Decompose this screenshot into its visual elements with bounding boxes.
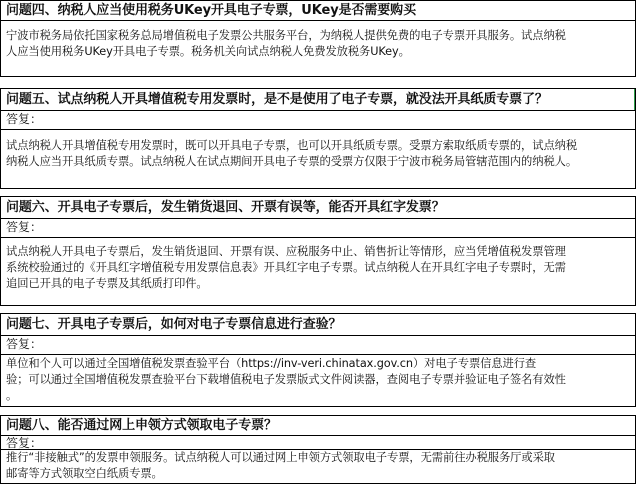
answer-row[interactable] xyxy=(0,219,636,238)
answer-line: 验；可以通过全国增值税发票查验平台下载增值税电子发票版式文件阅读器，查阅电子专票并验证电子签名有效性 xyxy=(6,373,566,386)
answer-line: 推行“非接触式”的发票申领服务。试点纳税人可以通过网上申领方式领取电子专票，无需前往办税服务厅或采取 xyxy=(6,451,555,464)
answer-line: 单位和个人可以通过全国增值税发票查验平台（https://inv-veri.chinatax.gov.cn）对电子专票信息进行查 xyxy=(6,357,537,370)
question-row[interactable] xyxy=(0,196,636,219)
question-row[interactable] xyxy=(0,0,636,21)
answer-label: 答复： xyxy=(6,436,43,450)
answer-line: 宁波市税务局依托国家税务总局增值税电子发票公共服务平台，为纳税人提供免费的电子专票开具服务。试点纳税 xyxy=(6,29,566,42)
answer-row[interactable] xyxy=(0,130,636,189)
answer-label: 答复： xyxy=(6,337,43,351)
answer-line: 试点纳税人开具电子专票后，发生销货退回、开票有误、应税服务中止、销售折让等情形，应当凭增值税发票管理 xyxy=(6,245,566,258)
cell-selection-marker xyxy=(634,89,636,111)
question-row[interactable] xyxy=(0,88,636,111)
question-row[interactable] xyxy=(0,415,636,436)
question-title: 问题六、开具电子专票后，发生销货退回、开票有误等，能否开具红字发票？ xyxy=(6,200,445,215)
answer-line: 纳税人应当开具纸质专票。试点纳税人在试点期间开具电子专票的受票方仅限于宁波市税务局管辖范围内的纳税人。 xyxy=(6,155,578,168)
answer-row[interactable] xyxy=(0,436,636,450)
question-row[interactable] xyxy=(0,313,636,336)
answer-line: 人应当使用税务UKey开具电子专票。税务机关向试点纳税人免费发放税务UKey。 xyxy=(6,45,410,58)
answer-line: 邮寄等方式领取空白纸质专票。 xyxy=(6,467,163,480)
answer-line: 追回已开具的电子专票及其纸质打印件。 xyxy=(6,277,208,290)
answer-label: 答复： xyxy=(6,112,43,126)
question-title: 问题五、试点纳税人开具增值税专用发票时，是不是使用了电子专票，就没法开具纸质专票了？ xyxy=(6,92,548,107)
answer-row[interactable] xyxy=(0,336,636,355)
answer-label: 答复： xyxy=(6,220,43,234)
answer-row[interactable] xyxy=(0,21,636,77)
answer-line: 。 xyxy=(6,389,18,402)
answer-label xyxy=(1,21,635,28)
answer-row[interactable] xyxy=(0,238,636,306)
question-title: 问题七、开具电子专票后，如何对电子专票信息进行查验？ xyxy=(6,317,342,332)
answer-line: 试点纳税人开具增值税专用发票时，既可以开具电子专票，也可以开具纸质专票。受票方索取纸质专票的，试点纳税 xyxy=(6,139,578,152)
answer-line: 系统校验通过的《开具红字增值税专用发票信息表》开具红字电子专票。试点纳税人在开具红字电子专票时，无需 xyxy=(6,261,566,274)
answer-row[interactable] xyxy=(0,111,636,130)
question-title: 问题四、纳税人应当使用税务UKey开具电子专票，UKey是否需要购买 xyxy=(6,3,416,18)
answer-row[interactable] xyxy=(0,355,636,407)
question-title: 问题八、能否通过网上申领方式领取电子专票？ xyxy=(6,418,277,433)
answer-row[interactable] xyxy=(0,450,636,484)
